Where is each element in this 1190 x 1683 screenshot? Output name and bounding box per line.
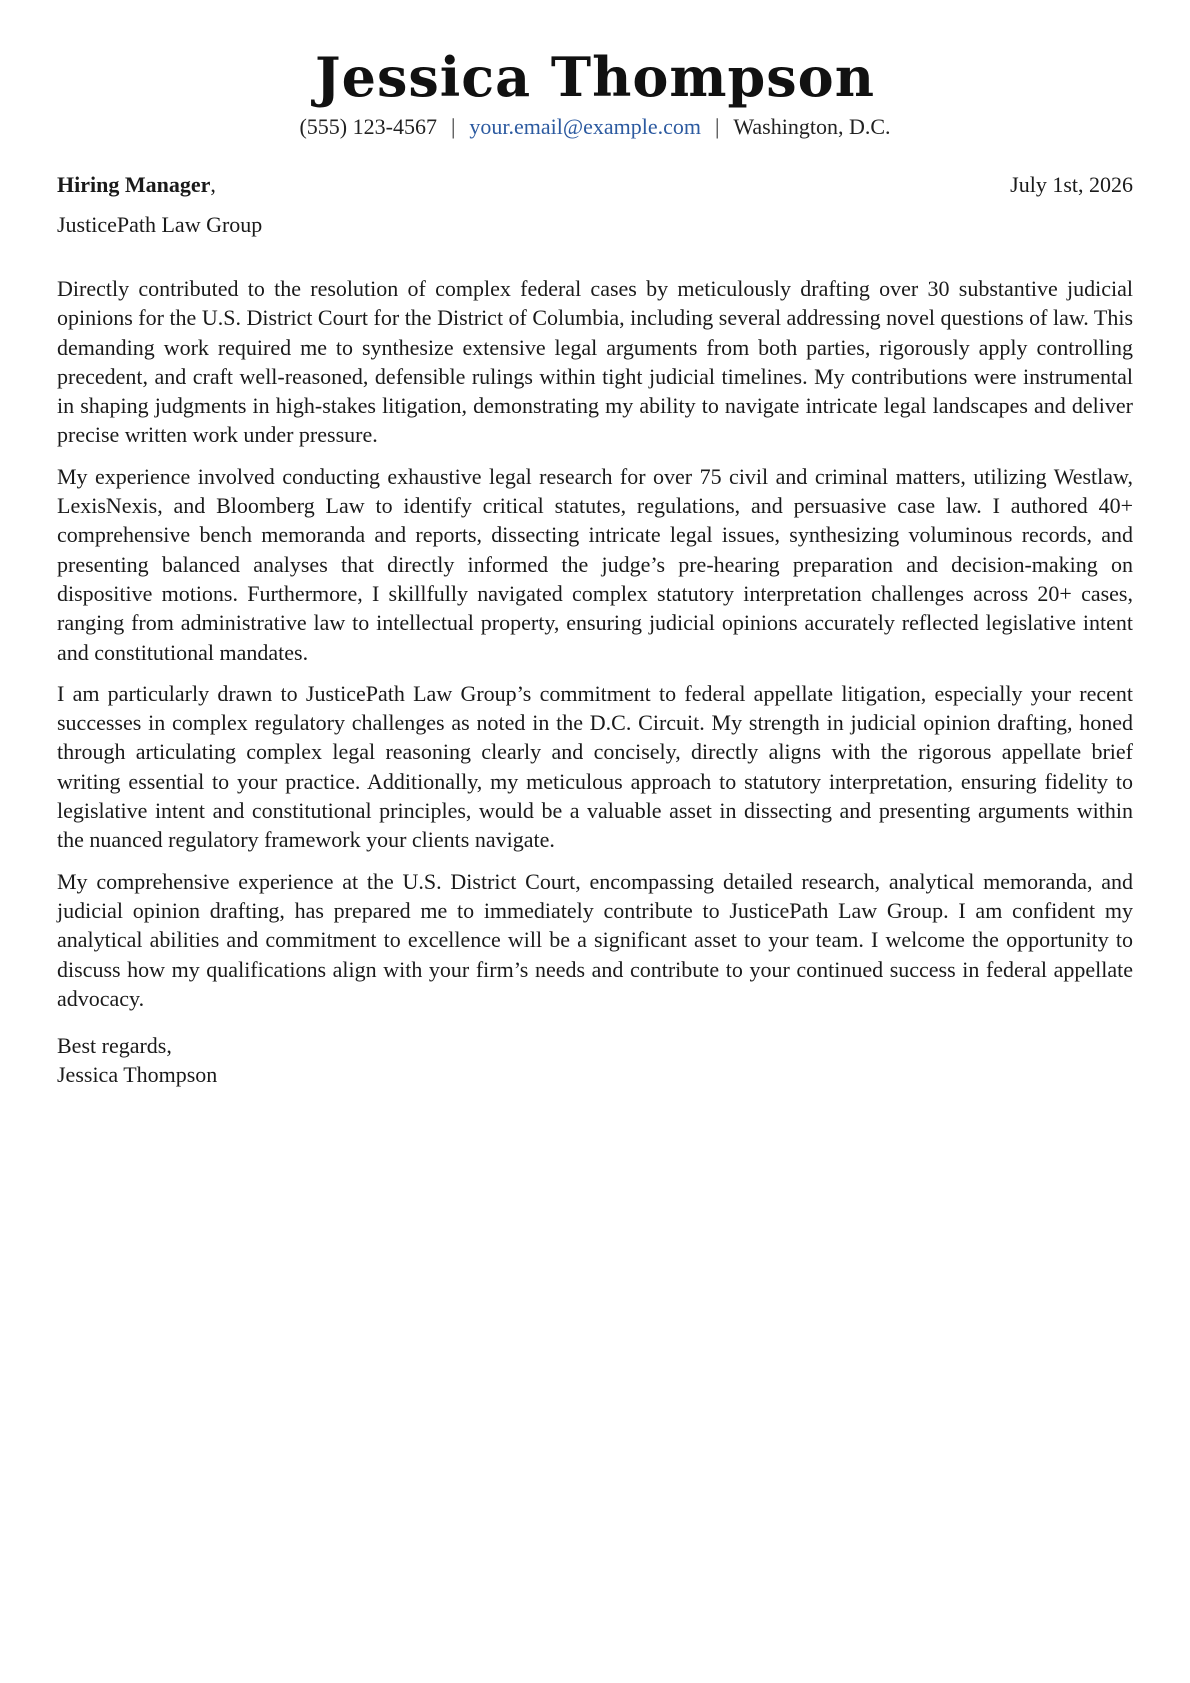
greeting-row — [57, 170, 1133, 200]
letter-date: July 1st, 2026 — [1010, 172, 1133, 197]
closing-block — [57, 1031, 1133, 1090]
letter-body — [57, 274, 1133, 1013]
signature-name: Jessica Thompson — [57, 1062, 218, 1088]
paragraph: My comprehensive experience at the U.S. District Court, encompassing detailed research, analytical memoranda, and judicial opinion drafting, has prepared me to immediately contribute to JusticePath Law Group. I am confident my analytical abilities and commitment to excellence will be a significant asset to your team. I welcome the opportunity to discuss how my qualifications align with your firm’s needs and contribute to your continued success in federal appellate advocacy. — [57, 868, 1133, 1011]
paragraph: My experience involved conducting exhaustive legal research for over 75 civil and criminal matters, utilizing Westlaw, LexisNexis, and Bloomberg Law to identify critical statutes, regulations, and persuasive case law. I authored 40+ comprehensive bench memoranda and reports, dissecting intricate legal issues, synthesizing voluminous records, and presenting balanced analyses that directly informed the judge’s pre-hearing preparation and decision-making on dispositive motions. Furthermore, I skillfully navigated complex statutory interpretation challenges across 20+ cases, ranging from administrative law to intellectual property, ensuring judicial opinions accurately reflected legislative intent and constitutional mandates. — [57, 463, 1133, 665]
location: Washington, D.C. — [733, 114, 891, 139]
closing-salutation: Best regards, — [57, 1033, 172, 1059]
contact-separator: | — [715, 114, 720, 139]
contact-separator: | — [450, 114, 456, 139]
email-link[interactable]: your.email@example.com — [469, 114, 701, 139]
recipient-name: Hiring Manager — [57, 172, 211, 197]
contact-line — [57, 112, 1133, 142]
recipient-suffix: , — [210, 172, 216, 197]
paragraph: Directly contributed to the resolution of complex federal cases by meticulously drafting over 30 substantive judicial opinions for the U.S. District Court for the District of Columbia, including several addressing novel questions of law. This demanding work required me to synthesize extensive legal arguments from both parties, rigorously apply controlling precedent, and craft well-reasoned, defensible rulings within tight judicial timelines. My contributions were instrumental in shaping judgments in high-stakes litigation, demonstrating my ability to navigate intricate legal landscapes and deliver precise written work under pressure. — [57, 276, 1134, 448]
phone-number: (555) 123-4567 — [299, 114, 437, 139]
recipient — [57, 170, 216, 200]
applicant-name: Jessica Thompson — [315, 45, 875, 109]
letter-page — [57, 0, 1133, 1090]
paragraph: I am particularly drawn to JusticePath Law Group’s commitment to federal appellate litigation, especially your recent successes in complex regulatory challenges as noted in the D.C. Circuit. My strength in judicial opinion drafting, honed through articulating complex legal reasoning clearly and concisely, directly aligns with the rigorous appellate brief writing essential to your practice. Additionally, my meticulous approach to statutory interpretation, ensuring fidelity to legislative intent and constitutional principles, would be a valuable asset in dissecting and presenting arguments within the nuanced regulatory framework your clients navigate. — [57, 680, 1133, 853]
company-name: JusticePath Law Group — [57, 212, 263, 237]
